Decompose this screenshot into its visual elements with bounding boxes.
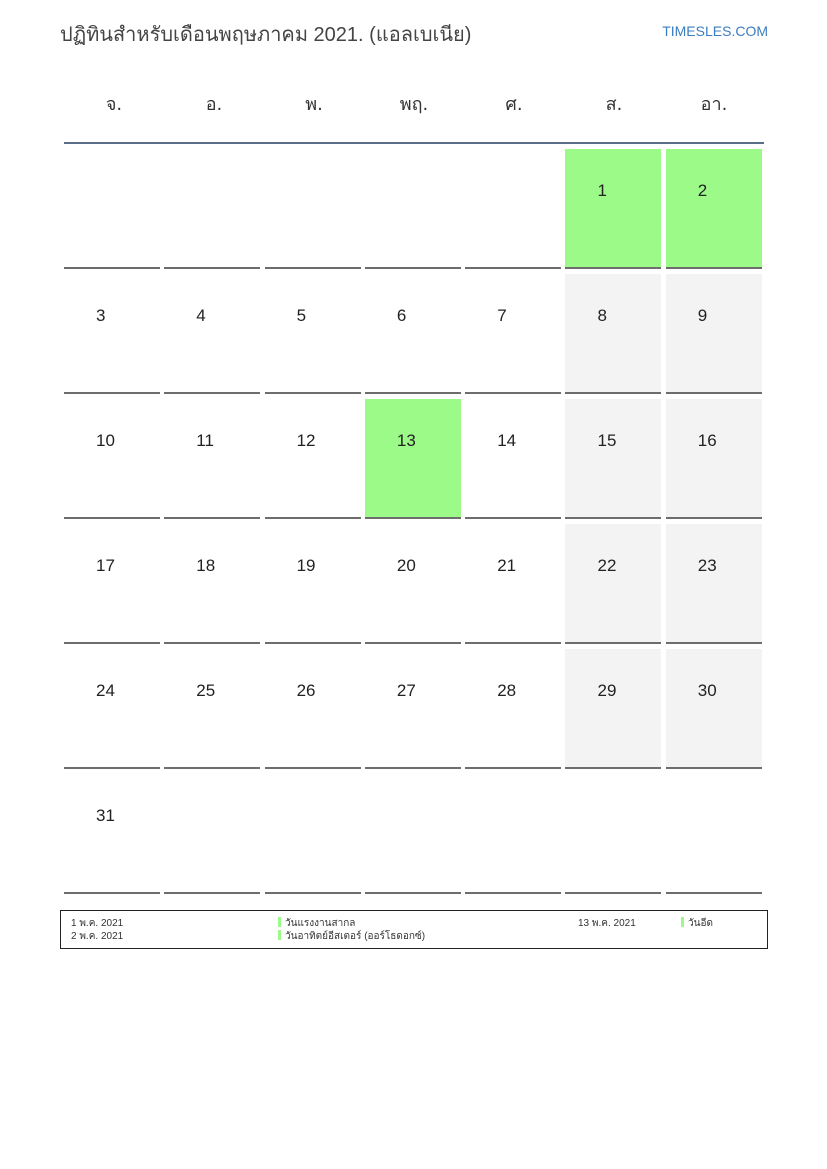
day-number: 20 — [396, 556, 416, 575]
legend-entry-3 — [681, 916, 713, 931]
calendar-day — [265, 274, 361, 394]
day-number: 30 — [697, 681, 717, 700]
calendar-week-row — [64, 644, 764, 769]
day-number: 28 — [497, 681, 517, 700]
day-number: 10 — [96, 431, 115, 450]
day-number: 27 — [396, 681, 416, 700]
day-number: 19 — [296, 556, 316, 575]
calendar-day — [365, 524, 461, 644]
calendar-day — [666, 524, 762, 644]
calendar-day-holiday — [565, 149, 661, 269]
calendar-day — [365, 274, 461, 394]
day-number: 29 — [597, 681, 617, 700]
weekday-thu: พฤ. — [399, 94, 429, 115]
page-title: ปฏิทินสำหรับเดือนพฤษภาคม 2021. (แอลเบเนีย) — [60, 24, 472, 46]
calendar-week-row — [64, 269, 764, 394]
calendar-day-empty — [565, 774, 661, 894]
calendar-day — [666, 399, 762, 519]
calendar-day-empty — [265, 149, 361, 269]
holiday-color-marker — [681, 917, 684, 927]
calendar-weeks — [64, 144, 764, 894]
calendar-day — [465, 399, 561, 519]
weekday-wed: พ. — [305, 94, 323, 115]
legend-date-3: 13 พ.ค. 2021 — [578, 918, 636, 929]
day-number: 9 — [697, 306, 708, 325]
calendar-day — [164, 649, 260, 769]
site-link[interactable]: TIMESLES.COM — [662, 23, 768, 39]
day-number: 8 — [597, 306, 607, 325]
weekday-mon: จ. — [105, 94, 123, 115]
calendar-day-holiday — [365, 399, 461, 519]
legend-date-2: 2 พ.ค. 2021 — [71, 931, 124, 942]
legend-holiday-1: วันแรงงานสากล — [285, 918, 356, 929]
calendar-day — [265, 524, 361, 644]
day-number: 15 — [597, 431, 617, 450]
day-number: 2 — [697, 181, 708, 200]
legend-entry-2 — [278, 929, 425, 944]
calendar-day — [64, 649, 160, 769]
calendar-day-empty — [465, 149, 561, 269]
calendar-day-empty — [365, 774, 461, 894]
weekday-sat: ส. — [605, 94, 623, 115]
weekday-header-row — [64, 82, 764, 144]
day-number: 23 — [697, 556, 717, 575]
day-number: 14 — [497, 431, 517, 450]
day-number: 4 — [196, 306, 206, 325]
calendar-day — [465, 524, 561, 644]
legend-holiday-3: วันอีด — [688, 918, 713, 929]
calendar-day — [265, 649, 361, 769]
calendar-day — [565, 274, 661, 394]
calendar-day-empty — [164, 149, 260, 269]
day-number: 16 — [697, 431, 717, 450]
weekday-tue: อ. — [205, 94, 223, 115]
calendar-day-empty — [64, 149, 160, 269]
calendar-day — [666, 274, 762, 394]
calendar-week-row — [64, 769, 764, 894]
calendar-day-empty — [265, 774, 361, 894]
calendar-day — [64, 274, 160, 394]
calendar-day — [565, 399, 661, 519]
day-number: 21 — [497, 556, 517, 575]
day-number: 3 — [96, 306, 106, 325]
calendar-day — [265, 399, 361, 519]
day-number: 22 — [597, 556, 617, 575]
calendar-day — [565, 524, 661, 644]
calendar-day — [164, 524, 260, 644]
calendar-day-empty — [465, 774, 561, 894]
calendar-day-holiday — [666, 149, 762, 269]
day-number: 18 — [196, 556, 216, 575]
page-header — [60, 18, 768, 48]
calendar-day — [64, 774, 160, 894]
calendar-day-empty — [164, 774, 260, 894]
legend-date-1: 1 พ.ค. 2021 — [71, 918, 124, 929]
day-number: 31 — [96, 806, 115, 825]
day-number: 26 — [296, 681, 316, 700]
day-number: 12 — [296, 431, 316, 450]
weekday-fri: ศ. — [505, 94, 523, 115]
day-number: 11 — [196, 431, 214, 450]
calendar-week-row — [64, 144, 764, 269]
day-number: 24 — [96, 681, 115, 700]
day-number: 7 — [497, 306, 507, 325]
weekday-sun: อา. — [700, 94, 728, 115]
calendar-day-empty — [365, 149, 461, 269]
calendar-grid — [64, 82, 764, 894]
holiday-color-marker — [278, 930, 281, 940]
calendar-day — [164, 274, 260, 394]
day-number: 13 — [396, 431, 416, 450]
calendar-week-row — [64, 519, 764, 644]
calendar-day — [565, 649, 661, 769]
calendar-day-empty — [666, 774, 762, 894]
calendar-day — [666, 649, 762, 769]
calendar-day — [365, 649, 461, 769]
calendar-day — [465, 274, 561, 394]
day-number: 17 — [96, 556, 115, 575]
day-number: 5 — [296, 306, 307, 325]
calendar-day — [465, 649, 561, 769]
day-number: 1 — [597, 181, 607, 200]
day-number: 6 — [396, 306, 407, 325]
holiday-color-marker — [278, 917, 281, 927]
legend-holiday-2: วันอาทิตย์อีสเตอร์ (ออร์โธดอกซ์) — [285, 931, 426, 942]
calendar-day — [64, 524, 160, 644]
holiday-legend — [60, 910, 768, 949]
day-number: 25 — [196, 681, 216, 700]
calendar-day — [64, 399, 160, 519]
calendar-day — [164, 399, 260, 519]
calendar-week-row — [64, 394, 764, 519]
